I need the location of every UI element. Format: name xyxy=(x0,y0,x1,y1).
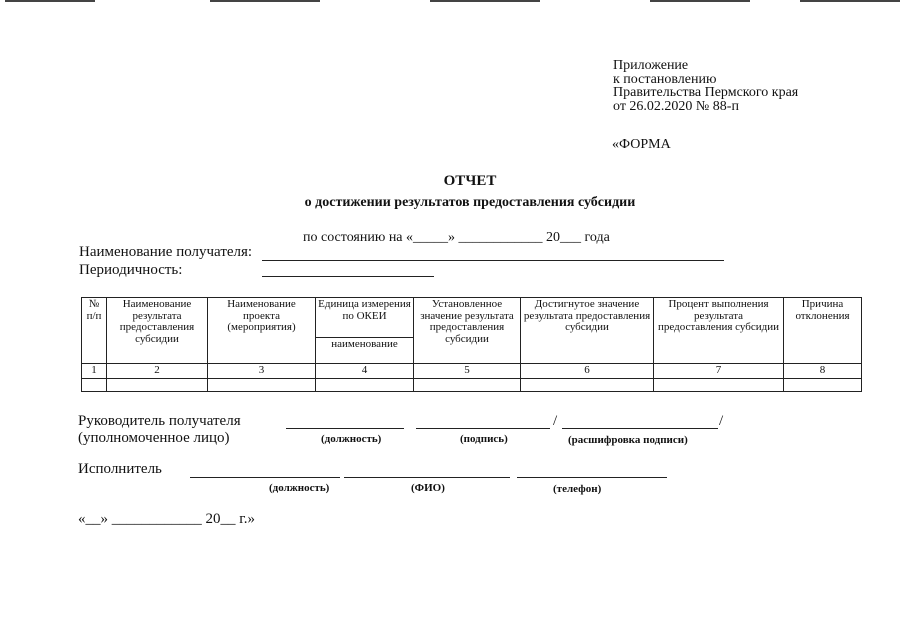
executor-position-line[interactable] xyxy=(190,477,340,478)
header-result-name: Наименование результата предоставления субсидии xyxy=(107,298,208,364)
data-cell[interactable] xyxy=(654,378,784,391)
executor-name-line[interactable] xyxy=(344,477,510,478)
column-number: 8 xyxy=(784,364,862,379)
caption-name: (ФИО) xyxy=(411,482,445,494)
recipient-field-line[interactable] xyxy=(262,260,724,261)
appendix-line: Приложение xyxy=(613,58,689,73)
appendix-line: от 26.02.2020 № 88-п xyxy=(613,98,739,114)
caption-signature: (подпись) xyxy=(460,433,508,445)
data-cell[interactable] xyxy=(82,378,107,391)
header-percent: Процент выполнения результата предоставления субсидии xyxy=(654,298,784,364)
date-line: «__» ____________ 20__ г.» xyxy=(78,511,255,527)
data-cell[interactable] xyxy=(784,378,862,391)
caption-position: (должность) xyxy=(321,433,382,445)
head-label: Руководитель получателя xyxy=(78,413,241,429)
header-unit-group: Единица измерения по ОКЕИ xyxy=(316,298,414,338)
executor-phone-line[interactable] xyxy=(517,477,667,478)
executor-label: Исполнитель xyxy=(78,461,162,477)
caption-position: (должность) xyxy=(269,482,330,494)
data-cell[interactable] xyxy=(414,378,521,391)
column-number: 2 xyxy=(107,364,208,379)
data-cell[interactable] xyxy=(521,378,654,391)
data-cell[interactable] xyxy=(107,378,208,391)
periodicity-label: Периодичность: xyxy=(79,262,183,278)
document-title: ОТЧЕТ xyxy=(443,173,497,189)
data-cell[interactable] xyxy=(316,378,414,391)
column-number: 6 xyxy=(521,364,654,379)
data-cell[interactable] xyxy=(208,378,316,391)
caption-phone: (телефон) xyxy=(553,483,602,495)
recipient-label: Наименование получателя: xyxy=(79,244,253,260)
scan-edge-line xyxy=(430,0,540,2)
header-reason: Причина отклонения xyxy=(784,298,862,364)
head-position-line[interactable] xyxy=(286,428,404,429)
scan-edge-line xyxy=(650,0,750,2)
caption-decode: (расшифровка подписи) xyxy=(568,434,688,446)
column-number: 1 xyxy=(82,364,107,379)
appendix-note xyxy=(613,59,798,113)
appendix-line: к постановлению xyxy=(613,71,717,87)
column-number: 3 xyxy=(208,364,316,379)
header-set-value: Установленное значение результата предоставления субсидии xyxy=(414,298,521,364)
header-project-name: Наименование проекта (мероприятия) xyxy=(208,298,316,364)
header-num: № п/п xyxy=(82,298,107,364)
column-number: 4 xyxy=(316,364,414,379)
scan-edge-line xyxy=(800,0,900,2)
column-number: 7 xyxy=(654,364,784,379)
scan-edge-line xyxy=(210,0,320,2)
appendix-line: Правительства Пермского края xyxy=(613,85,799,100)
head-decode-line[interactable] xyxy=(562,428,718,429)
head-signature-line[interactable] xyxy=(416,428,550,429)
results-table xyxy=(81,297,862,392)
periodicity-field-line[interactable] xyxy=(262,276,434,277)
head-label-sub: (уполномоченное лицо) xyxy=(78,430,230,446)
as-of-date-line: по состоянию на «_____» ____________ 20___ года xyxy=(303,230,610,245)
slash: / xyxy=(719,413,724,429)
slash: / xyxy=(553,413,558,429)
form-label: «ФОРМА xyxy=(612,137,671,152)
scan-edge-line xyxy=(5,0,95,2)
header-unit-sub: наименование xyxy=(316,338,414,364)
column-number: 5 xyxy=(414,364,521,379)
document-subtitle: о достижении результатов предоставления субсидии xyxy=(304,195,636,210)
header-achieved: Достигнутое значение результата предоставления субсидии xyxy=(521,298,654,364)
